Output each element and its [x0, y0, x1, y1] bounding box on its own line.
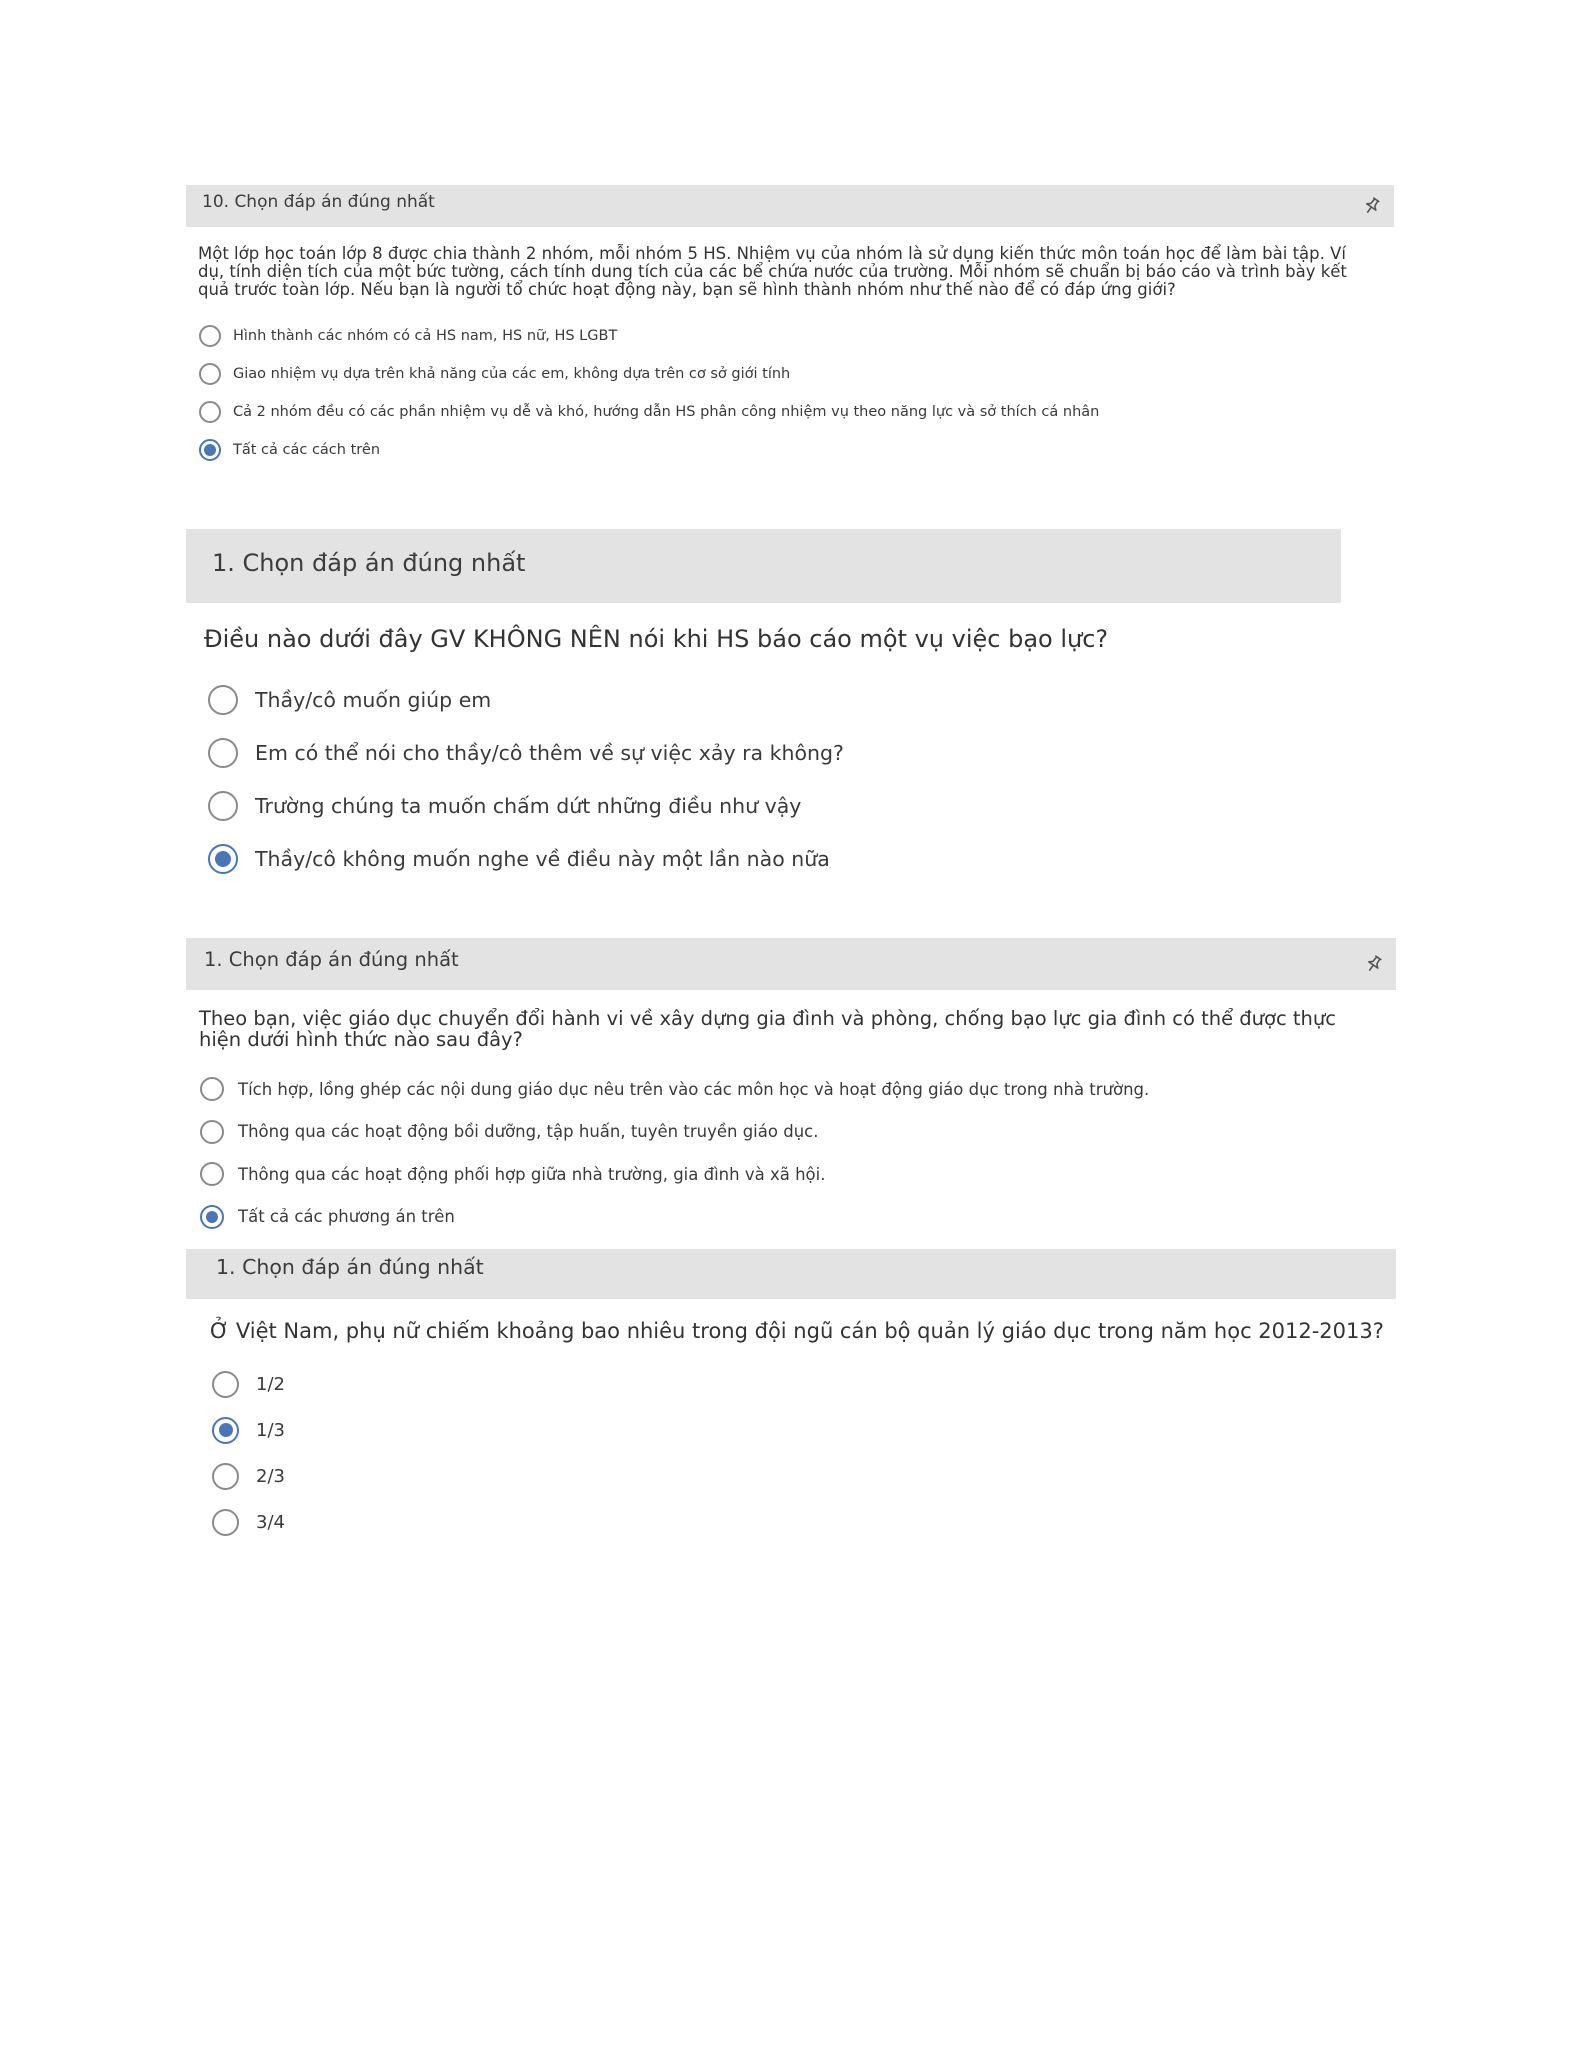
option-label: Thầy/cô muốn giúp em [255, 687, 492, 712]
radio-button-selected[interactable] [208, 844, 238, 874]
radio-button[interactable] [208, 685, 238, 715]
answer-option-3[interactable] [200, 1153, 1396, 1196]
radio-button[interactable] [200, 1077, 224, 1101]
radio-button[interactable] [212, 1509, 239, 1536]
question-title: 1. Chọn đáp án đúng nhất [212, 549, 526, 577]
question-header [186, 1249, 1396, 1299]
answer-option-4[interactable] [212, 1499, 1396, 1545]
option-label: Hình thành các nhóm có cả HS nam, HS nữ, HS LGBT [233, 328, 618, 344]
option-label: Tất cả các cách trên [233, 442, 381, 458]
question-header [186, 938, 1396, 990]
pin-icon[interactable] [1362, 196, 1382, 216]
option-label: Em có thể nói cho thầy/cô thêm về sự việc xảy ra không? [255, 740, 844, 765]
answer-options [186, 1361, 1396, 1545]
answer-option-4[interactable] [199, 431, 1394, 469]
option-label: Tích hợp, lồng ghép các nội dung giáo dục nêu trên vào các môn học và hoạt động giáo dục trong nhà trường. [238, 1079, 1150, 1099]
question-title: 10. Chọn đáp án đúng nhất [202, 192, 435, 212]
answer-option-1[interactable] [199, 317, 1394, 355]
radio-button[interactable] [208, 738, 238, 768]
option-label: Thông qua các hoạt động bồi dưỡng, tập huấn, tuyên truyền giáo dục. [238, 1122, 819, 1142]
radio-button[interactable] [212, 1463, 239, 1490]
answer-option-4[interactable] [200, 1196, 1396, 1239]
question-card-10 [186, 185, 1394, 469]
question-text: Điều nào dưới đây GV KHÔNG NÊN nói khi HS báo cáo một vụ việc bạo lực? [204, 625, 1109, 653]
answer-options [186, 673, 1341, 885]
radio-button[interactable] [199, 325, 221, 347]
radio-button-selected[interactable] [199, 439, 221, 461]
answer-option-2[interactable] [200, 1111, 1396, 1154]
question-card-family-education [186, 938, 1396, 1238]
option-label: 1/3 [256, 1419, 285, 1441]
answer-option-1[interactable] [208, 673, 1341, 726]
answer-option-3[interactable] [199, 393, 1394, 431]
radio-button[interactable] [212, 1371, 239, 1398]
answer-option-3[interactable] [208, 779, 1341, 832]
radio-button-selected[interactable] [200, 1205, 224, 1229]
question-card-women-managers [186, 1249, 1396, 1545]
option-label: 2/3 [256, 1465, 285, 1487]
answer-option-3[interactable] [212, 1453, 1396, 1499]
question-title: 1. Chọn đáp án đúng nhất [204, 948, 459, 971]
question-text: Ở Việt Nam, phụ nữ chiếm khoảng bao nhiêu trong đội ngũ cán bộ quản lý giáo dục trong năm học 2012-2013? [210, 1319, 1384, 1343]
answer-option-2[interactable] [212, 1407, 1396, 1453]
answer-option-2[interactable] [208, 726, 1341, 779]
pin-icon[interactable] [1364, 954, 1384, 974]
answer-option-1[interactable] [212, 1361, 1396, 1407]
option-label: 1/2 [256, 1373, 285, 1395]
option-label: Giao nhiệm vụ dựa trên khả năng của các em, không dựa trên cơ sở giới tính [233, 366, 791, 382]
question-header [186, 185, 1394, 227]
answer-options [186, 1068, 1396, 1238]
question-card-violence [186, 529, 1341, 885]
radio-button-selected[interactable] [212, 1417, 239, 1444]
radio-button[interactable] [208, 791, 238, 821]
option-label: Thông qua các hoạt động phối hợp giữa nhà trường, gia đình và xã hội. [238, 1164, 826, 1184]
question-title: 1. Chọn đáp án đúng nhất [216, 1255, 484, 1279]
option-label: 3/4 [256, 1511, 285, 1533]
radio-button[interactable] [200, 1162, 224, 1186]
answer-options [186, 317, 1394, 469]
answer-option-1[interactable] [200, 1068, 1396, 1111]
option-label: Tất cả các phương án trên [238, 1207, 455, 1227]
option-label: Cả 2 nhóm đều có các phần nhiệm vụ dễ và khó, hướng dẫn HS phân công nhiệm vụ theo năng lực và sở thích cá nhân [233, 404, 1100, 420]
option-label: Trường chúng ta muốn chấm dứt những điều như vậy [255, 793, 802, 818]
radio-button[interactable] [199, 401, 221, 423]
question-text: Một lớp học toán lớp 8 được chia thành 2 nhóm, mỗi nhóm 5 HS. Nhiệm vụ của nhóm là sử dụng kiến thức môn toán học để làm bài tập. Ví dụ, tính diện tích của một bức tường, cách tính dung tích của các bể chứa nước của trường. Mỗi nhóm sẽ chuẩn bị báo cáo và trình bày kết quả trước toàn lớp. Nếu bạn là người tổ chức hoạt động này, bạn sẽ hình thành nhóm như thế nào để có đáp ứng giới? [198, 244, 1347, 299]
question-header [186, 529, 1341, 603]
answer-option-2[interactable] [199, 355, 1394, 393]
option-label: Thầy/cô không muốn nghe về điều này một lần nào nữa [255, 846, 830, 871]
question-text: Theo bạn, việc giáo dục chuyển đổi hành vi về xây dựng gia đình và phòng, chống bạo lực gia đình có thể được thực hiện dưới hình thức nào sau đây? [199, 1007, 1336, 1051]
answer-option-4[interactable] [208, 832, 1341, 885]
radio-button[interactable] [200, 1120, 224, 1144]
radio-button[interactable] [199, 363, 221, 385]
